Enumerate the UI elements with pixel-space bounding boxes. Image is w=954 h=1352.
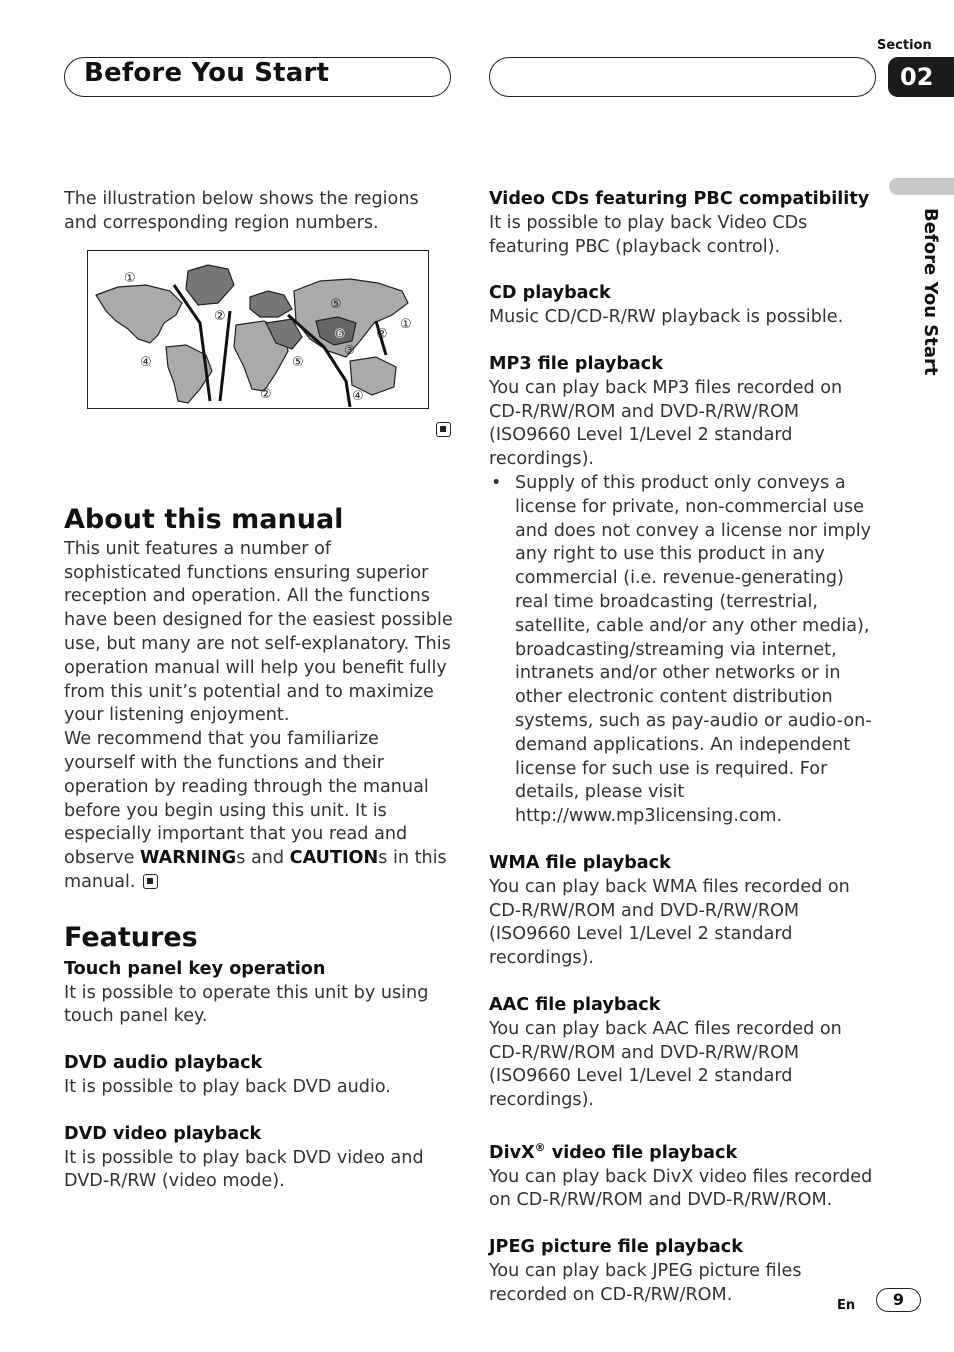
- feature-title: DVD video playback: [64, 1123, 262, 1144]
- about-heading: About this manual: [64, 504, 344, 535]
- features-heading: Features: [64, 922, 198, 953]
- feature-text: It is possible to play back Video CDs featuring PBC (playback control).: [489, 212, 808, 257]
- intro-text: The illustration below shows the regions and corresponding region numbers.: [64, 189, 419, 233]
- feature-title: Video CDs featuring PBC compatibility: [489, 189, 870, 209]
- end-mark-icon: [436, 422, 451, 437]
- license-bullet: • Supply of this product only conveys a license for private, non-commercial use and does not convey a license nor imply any right to use this product in any commercial (i.e. revenue-generating) real time broadcasting (terrestrial, satellite, cable and/or any other media), broadcasting/streaming via internet, intranets and/or other networks or in other electronic content distribution systems, such as pay-audio or audio-on-demand applications. An independent license for such use is required. For details, please visit http://www.mp3licensing.com.: [489, 472, 874, 829]
- map-label: ⑤: [330, 297, 342, 312]
- features-section: [64, 922, 454, 1194]
- feature-text: It is possible to play back DVD audio.: [64, 1076, 391, 1097]
- end-mark-icon: [143, 874, 158, 889]
- language-label: En: [837, 1298, 856, 1313]
- feature-text: You can play back WMA files recorded on CD-R/RW/ROM and DVD-R/RW/ROM (ISO9660 Level 1/Level 2 standard recordings).: [489, 876, 850, 969]
- north-america-shape: [96, 285, 182, 343]
- region-map: [87, 250, 429, 409]
- section-number-badge: 02: [888, 57, 954, 97]
- feature-title: WMA file playback: [489, 852, 671, 873]
- section-label: Section: [877, 38, 932, 53]
- feature-text: It is possible to play back DVD video and DVD-R/RW (video mode).: [64, 1147, 424, 1192]
- right-column: [489, 188, 874, 1308]
- europe-shape: [250, 291, 292, 317]
- map-label: ②: [376, 327, 388, 342]
- map-label: ④: [140, 355, 152, 370]
- feature-text: You can play back AAC files recorded on CD-R/RW/ROM and DVD-R/RW/ROM (ISO9660 Level 1/Level 2 standard recordings).: [489, 1018, 842, 1111]
- header-blank-frame: [489, 57, 876, 97]
- map-label: ⑤: [292, 355, 304, 370]
- feature-title: JPEG picture file playback: [489, 1237, 743, 1258]
- side-tab-marker: [889, 178, 954, 195]
- page-header-title: Before You Start: [84, 58, 330, 88]
- about-paragraph-2: We recommend that you familiarize yourself with the functions and their operation by reading through the manual before you begin using this unit. It is especially important that you read and observe WARNINGs and CAUTIONs in this manual.: [64, 729, 447, 892]
- map-label: ①: [400, 317, 412, 332]
- side-section-label: Before You Start: [920, 208, 941, 376]
- about-section: [64, 504, 454, 895]
- feature-title: MP3 file playback: [489, 353, 663, 374]
- map-label: ②: [260, 387, 272, 402]
- map-label: ①: [124, 271, 136, 286]
- map-label: ⑥: [334, 327, 346, 342]
- feature-text: Music CD/CD-R/RW playback is possible.: [489, 307, 844, 328]
- feature-text: It is possible to operate this unit by using touch panel key.: [64, 982, 429, 1027]
- feature-title: DivX® video file playback: [489, 1140, 738, 1163]
- feature-text: You can play back JPEG picture files recorded on CD-R/RW/ROM.: [489, 1260, 802, 1305]
- map-label: ④: [352, 389, 364, 404]
- feature-title: AAC file playback: [489, 994, 661, 1015]
- about-paragraph-1: This unit features a number of sophisticated functions ensuring superior reception and operation. All the functions have been designed for the easiest possible use, but many are not self-explanatory. This operation manual will help you benefit fully from this unit’s potential and to maximize your listening enjoyment.: [64, 538, 453, 726]
- greenland-shape: [186, 265, 234, 305]
- map-label: ③: [344, 343, 355, 357]
- page-number: 9: [876, 1288, 921, 1312]
- feature-text: You can play back DivX video files recorded on CD-R/RW/ROM and DVD-R/RW/ROM.: [489, 1166, 873, 1211]
- map-label: ②: [214, 309, 226, 324]
- feature-title: DVD audio playback: [64, 1053, 263, 1074]
- feature-text: You can play back MP3 files recorded on CD-R/RW/ROM and DVD-R/RW/ROM (ISO9660 Level 1/Level 2 standard recordings).: [489, 377, 843, 470]
- left-intro: [64, 188, 454, 236]
- feature-title: Touch panel key operation: [64, 958, 326, 979]
- feature-title: CD playback: [489, 283, 611, 304]
